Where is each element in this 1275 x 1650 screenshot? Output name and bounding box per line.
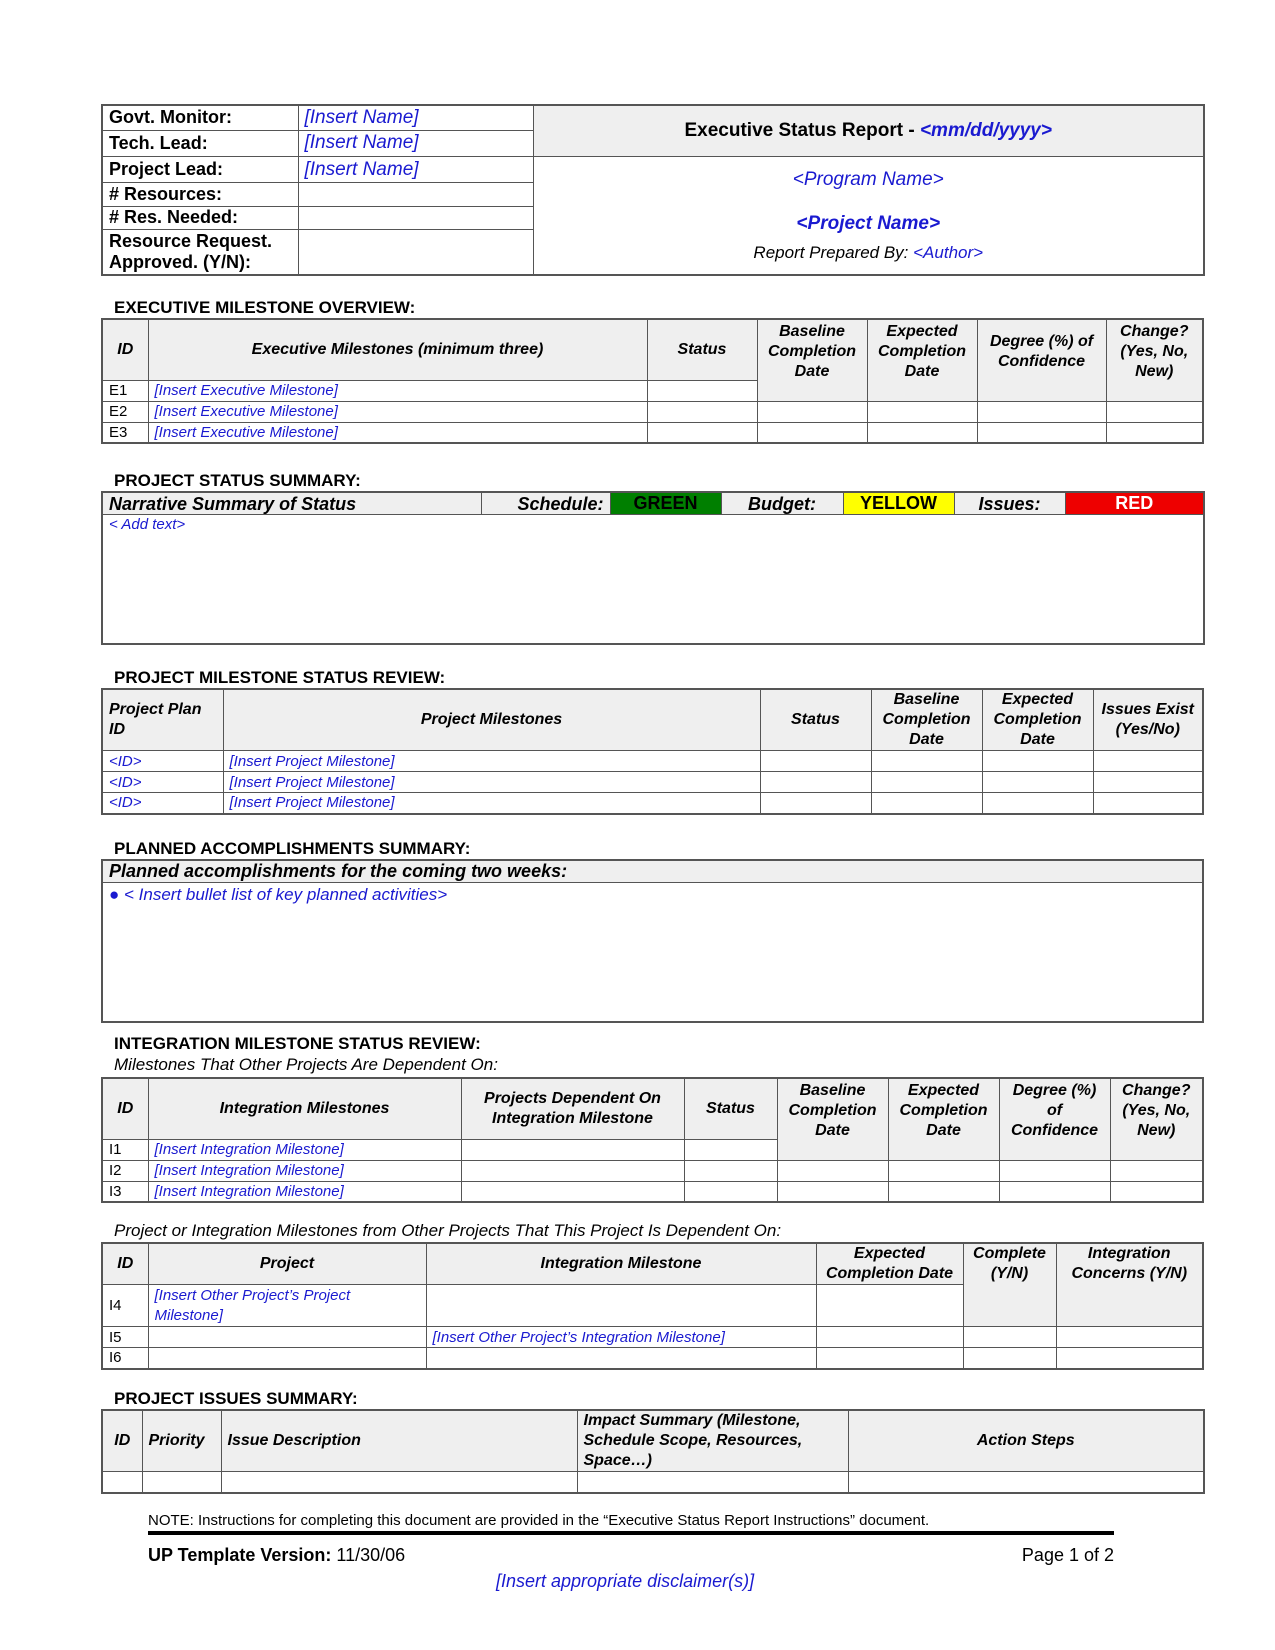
table-row-cell[interactable] — [871, 772, 982, 793]
col-action-steps: Action Steps — [848, 1410, 1204, 1472]
table-row-cell[interactable] — [1093, 793, 1203, 814]
resource-approved-label: Resource Request. Approved. (Y/N): — [102, 229, 298, 275]
author[interactable]: <Author> — [913, 243, 984, 263]
table-row-cell[interactable] — [102, 1472, 142, 1493]
col-confidence: Degree (%) of Confidence — [977, 319, 1106, 401]
project-milestones-title: PROJECT MILESTONE STATUS REVIEW: — [114, 668, 446, 687]
table-row-cell[interactable] — [1056, 1327, 1203, 1348]
table-row-status[interactable] — [647, 401, 757, 422]
table-row-cell[interactable] — [963, 1327, 1056, 1348]
schedule-label: Schedule: — [481, 492, 610, 515]
govt-monitor-label: Govt. Monitor: — [102, 105, 298, 130]
col-status: Status — [760, 689, 871, 751]
table-row-cell[interactable] — [977, 401, 1106, 422]
table-row-cell[interactable] — [888, 1160, 999, 1181]
issues-label: Issues: — [954, 492, 1065, 515]
integration-subtitle: Milestones That Other Projects Are Dependent On: — [114, 1055, 498, 1074]
budget-label: Budget: — [721, 492, 843, 515]
table-row-id: I2 — [102, 1160, 148, 1181]
planned-table — [101, 859, 1204, 1023]
table-row-id: E3 — [102, 422, 148, 443]
table-row-id: E1 — [102, 380, 148, 401]
col-integration-milestones: Integration Milestones — [148, 1078, 461, 1139]
bullet-icon: ● — [109, 884, 124, 904]
table-row-cell[interactable] — [1056, 1348, 1203, 1369]
table-row-cell[interactable] — [1093, 772, 1203, 793]
table-row-cell[interactable] — [977, 422, 1106, 443]
project-lead-label: Project Lead: — [102, 157, 298, 183]
narrative-label: Narrative Summary of Status — [102, 492, 481, 515]
report-date[interactable]: <mm/dd/yyyy> — [919, 120, 1052, 142]
table-row-status[interactable] — [647, 422, 757, 443]
issues-title: PROJECT ISSUES SUMMARY: — [114, 1389, 358, 1408]
table-row-cell[interactable] — [888, 1181, 999, 1202]
table-row-id: I1 — [102, 1139, 148, 1160]
version-value: 11/30/06 — [331, 1545, 406, 1565]
table-row-status[interactable] — [647, 380, 757, 401]
table-row-cell[interactable] — [982, 793, 1093, 814]
table-row-cell[interactable] — [999, 1181, 1110, 1202]
table-row-cell[interactable] — [963, 1348, 1056, 1369]
col-expected: Expected Completion Date — [982, 689, 1093, 751]
table-row-milestone[interactable] — [426, 1348, 816, 1369]
exec-milestones-title: EXECUTIVE MILESTONE OVERVIEW: — [114, 298, 416, 317]
table-row-cell[interactable] — [1106, 401, 1203, 422]
table-row-milestone[interactable]: [Insert Integration Milestone] — [148, 1181, 461, 1202]
footer-note: NOTE: Instructions for completing this document are provided in the “Executive Status Report Instructions” document. — [148, 1512, 930, 1529]
status-summary-table — [101, 491, 1205, 645]
issues-status-badge[interactable]: RED — [1065, 492, 1204, 515]
col-impact-summary: Impact Summary (Milestone, Schedule Scope, Resources, Space…) — [577, 1410, 848, 1472]
schedule-status-badge[interactable]: GREEN — [610, 492, 721, 515]
table-row-milestone[interactable] — [426, 1285, 816, 1327]
table-row-cell[interactable] — [816, 1285, 963, 1327]
res-needed-label: # Res. Needed: — [102, 206, 298, 229]
status-summary-title: PROJECT STATUS SUMMARY: — [114, 471, 361, 490]
table-row-cell[interactable] — [760, 751, 871, 772]
col-status: Status — [684, 1078, 777, 1139]
col-concerns: Integration Concerns (Y/N) — [1056, 1243, 1203, 1327]
table-row-cell[interactable] — [142, 1472, 221, 1493]
table-row-cell[interactable] — [760, 772, 871, 793]
col-id: ID — [102, 1243, 148, 1285]
planned-list[interactable] — [102, 882, 1203, 1022]
col-issue-description: Issue Description — [221, 1410, 577, 1472]
issues-table — [101, 1409, 1205, 1494]
col-plan-id: Project Plan ID — [102, 689, 223, 751]
col-expected: Expected Completion Date — [816, 1243, 963, 1285]
table-row-milestone[interactable]: [Insert Integration Milestone] — [148, 1160, 461, 1181]
table-row-milestone[interactable]: [Insert Executive Milestone] — [148, 422, 647, 443]
table-row-cell[interactable] — [461, 1181, 684, 1202]
table-row-cell[interactable] — [982, 772, 1093, 793]
table-row-project[interactable] — [148, 1327, 426, 1348]
table-row-cell[interactable] — [1110, 1160, 1203, 1181]
table-row-cell[interactable] — [867, 401, 977, 422]
col-baseline: Baseline Completion Date — [871, 689, 982, 751]
table-row-id: I3 — [102, 1181, 148, 1202]
project-name[interactable]: <Project Name> — [796, 213, 941, 235]
table-row-cell[interactable] — [461, 1160, 684, 1181]
col-confidence: Degree (%) of Confidence — [999, 1078, 1110, 1160]
table-row-project[interactable] — [148, 1348, 426, 1369]
tech-lead-value[interactable]: [Insert Name] — [298, 130, 533, 156]
table-row-cell[interactable] — [577, 1472, 848, 1493]
col-id: ID — [102, 319, 148, 380]
resource-approved-value[interactable] — [298, 229, 533, 275]
resources-value[interactable] — [298, 183, 533, 206]
table-row-cell[interactable] — [760, 793, 871, 814]
col-dependent-projects: Projects Dependent On Integration Milestone — [461, 1078, 684, 1139]
table-row-milestone[interactable]: [Insert Other Project’s Integration Milestone] — [426, 1327, 816, 1348]
program-name[interactable]: <Program Name> — [792, 169, 944, 191]
col-complete: Complete (Y/N) — [963, 1243, 1056, 1327]
version-label: UP Template Version: — [148, 1545, 332, 1565]
table-row-milestone[interactable]: [Insert Integration Milestone] — [148, 1139, 461, 1160]
header-table — [101, 104, 1205, 276]
report-title-cell — [533, 105, 1204, 157]
table-row-id[interactable]: <ID> — [102, 793, 223, 814]
table-row-cell[interactable] — [871, 793, 982, 814]
template-version — [148, 1545, 405, 1566]
col-project: Project — [148, 1243, 426, 1285]
narrative-text[interactable]: < Add text> — [102, 515, 1204, 644]
resources-label: # Resources: — [102, 183, 298, 206]
planned-header: Planned accomplishments for the coming two weeks: — [102, 860, 1203, 882]
table-row-milestone[interactable]: [Insert Project Milestone] — [223, 751, 760, 772]
table-row-cell[interactable] — [982, 751, 1093, 772]
govt-monitor-value[interactable]: [Insert Name] — [298, 105, 533, 130]
col-change: Change? (Yes, No, New) — [1106, 319, 1203, 401]
table-row-cell[interactable] — [461, 1139, 684, 1160]
table-row-cell[interactable] — [1110, 1181, 1203, 1202]
table-row-id[interactable]: <ID> — [102, 751, 223, 772]
planned-bullet[interactable]: < Insert bullet list of key planned activities> — [124, 884, 448, 904]
col-project-milestones: Project Milestones — [223, 689, 760, 751]
prepared-by-label: Report Prepared By: — [753, 243, 914, 263]
table-row-cell[interactable] — [684, 1139, 777, 1160]
table-row-id[interactable]: <ID> — [102, 772, 223, 793]
prepared-by — [540, 243, 1198, 263]
table-row-cell[interactable] — [777, 1160, 888, 1181]
table-row-cell[interactable] — [867, 422, 977, 443]
col-expected: Expected Completion Date — [867, 319, 977, 401]
table-row-milestone[interactable]: [Insert Executive Milestone] — [148, 380, 647, 401]
col-expected: Expected Completion Date — [888, 1078, 999, 1160]
budget-status-badge[interactable]: YELLOW — [843, 492, 954, 515]
table-row-cell[interactable] — [848, 1472, 1204, 1493]
planned-title: PLANNED ACCOMPLISHMENTS SUMMARY: — [114, 839, 471, 858]
page-number: Page 1 of 2 — [1021, 1545, 1114, 1565]
table-row-cell[interactable] — [777, 1181, 888, 1202]
report-title: Executive Status Report - — [684, 120, 920, 142]
table-row-cell[interactable] — [684, 1181, 777, 1202]
res-needed-value[interactable] — [298, 206, 533, 229]
table-row-cell[interactable] — [816, 1348, 963, 1369]
col-baseline: Baseline Completion Date — [757, 319, 867, 401]
table-row-id: I6 — [102, 1348, 148, 1369]
table-row-cell[interactable] — [871, 751, 982, 772]
tech-lead-label: Tech. Lead: — [102, 130, 298, 156]
table-row-milestone[interactable]: [Insert Executive Milestone] — [148, 401, 647, 422]
disclaimer[interactable]: [Insert appropriate disclaimer(s)] — [496, 1571, 755, 1591]
table-row-cell[interactable] — [221, 1472, 577, 1493]
table-row-cell[interactable] — [1106, 422, 1203, 443]
table-row-milestone[interactable]: [Insert Project Milestone] — [223, 772, 760, 793]
col-priority: Priority — [142, 1410, 221, 1472]
col-status: Status — [647, 319, 757, 380]
col-issues-exist: Issues Exist (Yes/No) — [1093, 689, 1203, 751]
project-lead-value[interactable]: [Insert Name] — [298, 157, 533, 183]
table-row-milestone[interactable]: [Insert Project Milestone] — [223, 793, 760, 814]
exec-milestones-table — [101, 318, 1204, 444]
footer-divider — [148, 1531, 1114, 1535]
table-row-cell[interactable] — [684, 1160, 777, 1181]
integration-table — [101, 1077, 1204, 1203]
table-row-id: E2 — [102, 401, 148, 422]
table-row-project[interactable]: [Insert Other Project’s Project Milestone] — [148, 1285, 426, 1327]
col-baseline: Baseline Completion Date — [777, 1078, 888, 1160]
table-row-id: I4 — [102, 1285, 148, 1327]
col-integration-milestone: Integration Milestone — [426, 1243, 816, 1285]
table-row-id: I5 — [102, 1327, 148, 1348]
col-change: Change? (Yes, No, New) — [1110, 1078, 1203, 1160]
col-id: ID — [102, 1078, 148, 1139]
table-row-cell[interactable] — [757, 401, 867, 422]
table-row-cell[interactable] — [816, 1327, 963, 1348]
col-id: ID — [102, 1410, 142, 1472]
col-milestones: Executive Milestones (minimum three) — [148, 319, 647, 380]
table-row-cell[interactable] — [1093, 751, 1203, 772]
program-info-cell — [533, 157, 1204, 275]
dependencies-table — [101, 1242, 1204, 1370]
project-milestones-table — [101, 688, 1204, 815]
dependencies-subtitle: Project or Integration Milestones from Other Projects That This Project Is Dependent On: — [114, 1221, 782, 1240]
integration-title: INTEGRATION MILESTONE STATUS REVIEW: — [114, 1034, 481, 1053]
table-row-cell[interactable] — [999, 1160, 1110, 1181]
table-row-cell[interactable] — [757, 422, 867, 443]
